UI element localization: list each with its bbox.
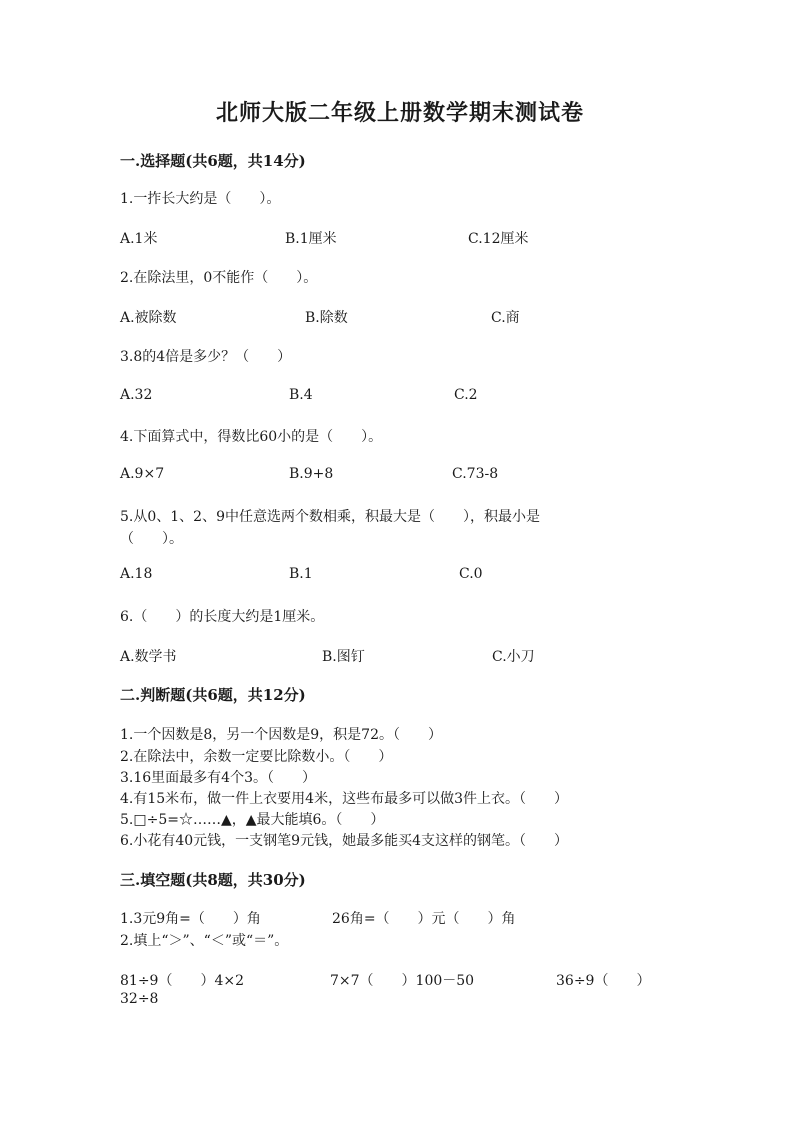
page-title: 北师大版二年级上册数学期末测试卷 <box>215 100 584 126</box>
option-b: B.1 <box>289 566 313 582</box>
option-b: B.4 <box>289 387 313 403</box>
judge-item: 2.在除法中，余数一定要比除数小。（ ） <box>120 749 393 765</box>
option-a: A.1米 <box>120 231 158 247</box>
option-a: A.被除数 <box>120 310 177 326</box>
judge-item: 1.一个因数是8，另一个因数是9，积是72。（ ） <box>120 727 442 743</box>
section-heading-fill: 三.填空题(共8题，共30分) <box>120 871 306 889</box>
question-stem: 1.一拃长大约是（ ）。 <box>120 191 281 207</box>
option-c: C.12厘米 <box>468 231 529 247</box>
question-stem: 6.（ ）的长度大约是1厘米。 <box>120 609 325 625</box>
fill-item: 1.3元9角=（ ）角 <box>120 911 261 927</box>
option-b: B.9+8 <box>289 466 334 482</box>
judge-item: 6.小花有40元钱，一支钢笔9元钱，她最多能买4支这样的钢笔。（ ） <box>120 833 568 849</box>
option-b: B.图钉 <box>322 649 365 665</box>
option-c: C.商 <box>491 310 520 326</box>
option-c: C.73-8 <box>452 466 499 482</box>
question-stem: 5.从0、1、2、9中任意选两个数相乘，积最大是（ ），积最小是 <box>120 509 540 525</box>
compare-item-wrap: 32÷8 <box>120 991 159 1007</box>
option-a: A.18 <box>120 566 153 582</box>
judge-item: 3.16里面最多有4个3。（ ） <box>120 770 316 786</box>
option-c: C.0 <box>459 566 483 582</box>
option-a: A.32 <box>120 387 153 403</box>
question-stem: 3.8的4倍是多少？（ ） <box>120 349 292 365</box>
judge-item: 5.□÷5=☆……▲，▲最大能填6。（ ） <box>120 812 385 828</box>
compare-item: 36÷9（ ） <box>556 973 651 989</box>
fill-item-part: 26角=（ ）元（ ）角 <box>332 911 516 927</box>
fill-item: 2.填上“＞”、“＜”或“＝”。 <box>120 933 289 949</box>
section-heading-judge: 二.判断题(共6题，共12分) <box>120 686 306 704</box>
question-stem: 2.在除法里，0不能作（ ）。 <box>120 270 318 286</box>
judge-item: 4.有15米布，做一件上衣要用4米，这些布最多可以做3件上衣。（ ） <box>120 791 568 807</box>
compare-item: 81÷9（ ）4×2 <box>120 973 244 989</box>
question-stem: 4.下面算式中，得数比60小的是（ ）。 <box>120 429 383 445</box>
section-heading-choice: 一.选择题(共6题，共14分) <box>120 152 306 170</box>
option-c: C.2 <box>454 387 478 403</box>
option-c: C.小刀 <box>492 649 535 665</box>
option-b: B.除数 <box>305 310 348 326</box>
option-a: A.9×7 <box>120 466 165 482</box>
option-a: A.数学书 <box>120 649 177 665</box>
question-stem-continued: （ ）。 <box>120 531 183 547</box>
option-b: B.1厘米 <box>285 231 337 247</box>
compare-item: 7×7（ ）100－50 <box>330 973 475 989</box>
